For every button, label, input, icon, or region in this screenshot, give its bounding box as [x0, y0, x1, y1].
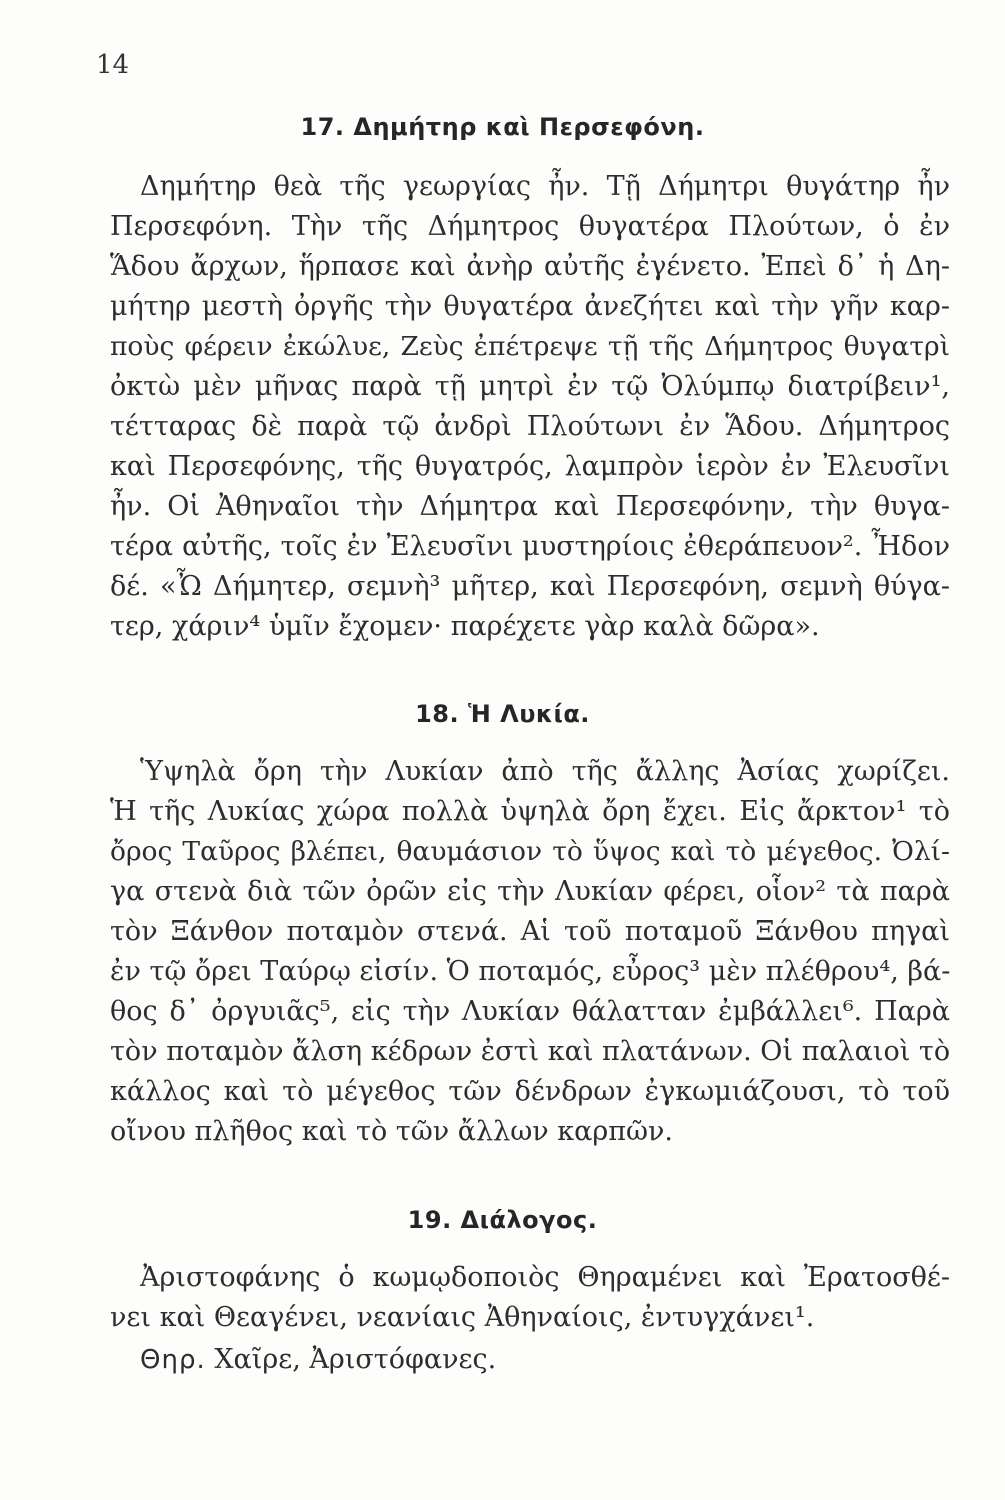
text-line: τέτταρας δὲ παρὰ τῷ ἀνδρὶ Πλούτωνι ἐν Ἅδου. Δήμητρος: [110, 411, 950, 442]
text-line: τέρα αὐτῆς, τοῖς ἐν Ἐλευσῖνι μυστηρίοις ἐθεράπευον². Ἦδον: [110, 531, 950, 562]
text-line: τὸν Ξάνθον ποταμὸν στενά. Αἱ τοῦ ποταμοῦ Ξάνθου πηγαὶ: [110, 916, 950, 947]
text-line: ἐν τῷ ὄρει Ταύρῳ εἰσίν. Ὁ ποταμός, εὖρος³ μὲν πλέθρου⁴, βά-: [110, 956, 951, 987]
section-title-17: 17. Δημήτηρ καὶ Περσεφόνη.: [300, 113, 705, 141]
dialogue-speaker: Θηρ.: [140, 1345, 206, 1375]
text-line: Ἅδου ἄρχων, ἥρπασε καὶ ἀνὴρ αὐτῆς ἐγένετο. Ἐπεὶ δ᾽ ἡ Δη-: [110, 251, 950, 282]
text-line: ποὺς φέρειν ἐκώλυε, Ζεὺς ἐπέτρεψε τῇ τῆς Δήμητρος θυγατρὶ: [110, 331, 950, 362]
text-line: Περσεφόνη. Τὴν τῆς Δήμητρος θυγατέρα Πλούτων, ὁ ἐν: [110, 211, 950, 242]
text-line: δέ. «Ὦ Δήμητερ, σεμνὴ³ μῆτερ, καὶ Περσεφόνη, σεμνὴ θύγα-: [110, 571, 950, 602]
section-title-19: 19. Διάλογος.: [407, 1206, 598, 1234]
section-title-18: 18. Ἡ Λυκία.: [415, 700, 590, 728]
text-line: τερ, χάριν⁴ ὑμῖν ἔχομεν· παρέχετε γὰρ καλὰ δῶρα».: [110, 611, 820, 642]
text-line: ὄρος Ταῦρος βλέπει, θαυμάσιον τὸ ὕψος καὶ τὸ μέγεθος. Ὀλί-: [110, 836, 950, 867]
text-line: ὀκτὼ μὲν μῆνας παρὰ τῇ μητρὶ ἐν τῷ Ὀλύμπῳ διατρίβειν¹,: [110, 371, 950, 402]
text-line: Δημήτηρ θεὰ τῆς γεωργίας ἦν. Τῇ Δήμητρι θυγάτηρ ἦν: [140, 171, 950, 202]
dialogue-text: Χαῖρε, Ἀριστόφανες.: [214, 1344, 497, 1375]
dialogue-line: [140, 1340, 950, 1380]
page-number: 14: [96, 50, 130, 80]
text-line: ἦν. Οἱ Ἀθηναῖοι τὴν Δήμητρα καὶ Περσεφόνην, τὴν θυγα-: [110, 491, 950, 522]
text-line: Ὑψηλὰ ὄρη τὴν Λυκίαν ἀπὸ τῆς ἄλλης Ἀσίας χωρίζει.: [140, 756, 950, 787]
text-line: θος δ᾽ ὀργυιᾶς⁵, εἰς τὴν Λυκίαν θάλατταν ἐμβάλλει⁶. Παρὰ: [110, 996, 950, 1027]
text-line: τὸν ποταμὸν ἄλση κέδρων ἐστὶ καὶ πλατάνων. Οἱ παλαιοὶ τὸ: [110, 1036, 951, 1067]
text-line: νει καὶ Θεαγένει, νεανίαις Ἀθηναίοις, ἐντυγχάνει¹.: [110, 1302, 815, 1333]
text-line: καὶ Περσεφόνης, τῆς θυγατρός, λαμπρὸν ἱερὸν ἐν Ἐλευσῖνι: [110, 451, 950, 482]
text-line: γα στενὰ διὰ τῶν ὀρῶν εἰς τὴν Λυκίαν φέρει, οἷον² τὰ παρὰ: [110, 876, 950, 907]
text-line: Ἡ τῆς Λυκίας χώρα πολλὰ ὑψηλὰ ὄρη ἔχει. Εἰς ἄρκτον¹ τὸ: [110, 796, 950, 827]
text-line: κάλλος καὶ τὸ μέγεθος τῶν δένδρων ἐγκωμιάζουσι, τὸ τοῦ: [110, 1076, 950, 1107]
text-line: Ἀριστοφάνης ὁ κωμῳδοποιὸς Θηραμένει καὶ Ἐρατοσθέ-: [140, 1262, 950, 1293]
text-line: οἴνου πλῆθος καὶ τὸ τῶν ἄλλων καρπῶν.: [110, 1116, 673, 1147]
text-line: μήτηρ μεστὴ ὀργῆς τὴν θυγατέρα ἀνεζήτει καὶ τὴν γῆν καρ-: [110, 291, 950, 322]
